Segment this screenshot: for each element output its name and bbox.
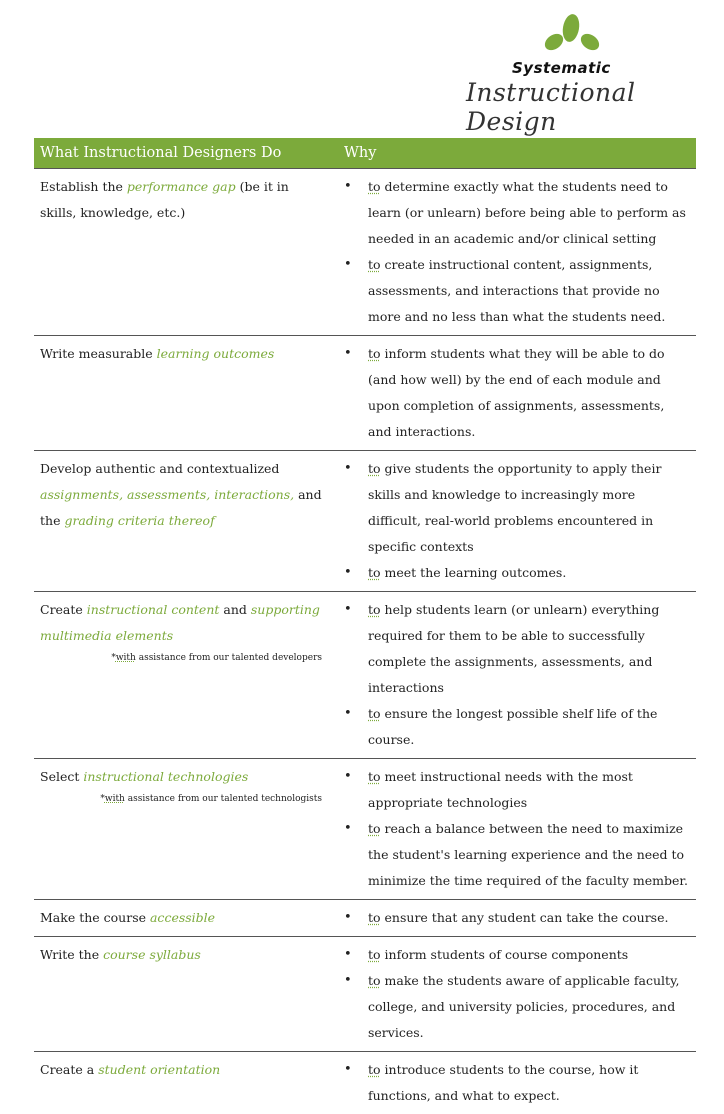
reason-item — [344, 942, 690, 968]
task-highlight: student orientation — [98, 1062, 220, 1077]
task-text: Make the course — [40, 910, 150, 925]
reason-lead: to — [368, 1062, 381, 1077]
task-cell — [34, 900, 334, 937]
table-body — [34, 169, 696, 1114]
reason-text: create instructional content, assignments, assessments, and interactions that provide no more and no less than what the students need. — [368, 257, 665, 324]
task-cell — [34, 336, 334, 451]
reason-text: inform students what they will be able to do (and how well) by the end of each module and upon completion of assignments, assessments, and interactions. — [368, 346, 665, 439]
reason-item — [344, 701, 690, 753]
task-cell — [34, 1052, 334, 1114]
reason-lead: to — [368, 257, 381, 272]
task-cell — [34, 451, 334, 592]
table-row — [34, 759, 696, 900]
reason-lead: to — [368, 706, 381, 721]
reason-item — [344, 1057, 690, 1109]
reason-list — [344, 905, 690, 931]
reason-lead: to — [368, 973, 381, 988]
reason-cell — [334, 336, 696, 451]
reason-lead: to — [368, 565, 381, 580]
reason-text: introduce students to the course, how it functions, and what to expect. — [368, 1062, 638, 1103]
reason-cell — [334, 169, 696, 336]
task-text: Select — [40, 769, 83, 784]
assistance-note: *with assistance from our talented technologists — [40, 792, 326, 806]
reason-text: ensure that any student can take the course. — [381, 910, 669, 925]
table-row — [34, 937, 696, 1052]
reason-item — [344, 252, 690, 330]
task-cell — [34, 937, 334, 1052]
task-cell — [34, 169, 334, 336]
reason-list — [344, 174, 690, 330]
reason-text: determine exactly what the students need to learn (or unlearn) before being able to perform as needed in an academic and/or clinical setting — [368, 179, 686, 246]
reason-cell — [334, 900, 696, 937]
reason-lead: to — [368, 179, 381, 194]
reason-text: make the students aware of applicable faculty, college, and university policies, procedures, and services. — [368, 973, 679, 1040]
task-highlight: course syllabus — [103, 947, 201, 962]
logo-subtitle: Instructional Design — [466, 78, 710, 136]
task-highlight: performance gap — [127, 179, 236, 194]
reason-cell — [334, 937, 696, 1052]
table-row — [34, 336, 696, 451]
reason-list — [344, 1057, 690, 1109]
reason-list — [344, 341, 690, 445]
task-text: Create a — [40, 1062, 98, 1077]
task-highlight: instructional technologies — [83, 769, 248, 784]
table-row — [34, 900, 696, 937]
reason-text: inform students of course components — [381, 947, 629, 962]
note-lead: with — [116, 653, 136, 663]
task-highlight: instructional content — [87, 602, 220, 617]
leaves-icon — [538, 10, 608, 58]
task-highlight: accessible — [150, 910, 215, 925]
reason-lead: to — [368, 461, 381, 476]
reason-list — [344, 764, 690, 894]
reason-item — [344, 905, 690, 931]
task-text: Develop authentic and contextualized — [40, 461, 279, 476]
note-text: assistance from our talented technologists — [125, 794, 322, 804]
task-text: Write measurable — [40, 346, 157, 361]
reason-cell — [334, 451, 696, 592]
table-row — [34, 592, 696, 759]
reason-item — [344, 968, 690, 1046]
reason-list — [344, 456, 690, 586]
reason-item — [344, 560, 690, 586]
reason-item — [344, 597, 690, 701]
reason-lead: to — [368, 821, 381, 836]
note-text: assistance from our talented developers — [136, 653, 322, 663]
table-header-row — [34, 138, 696, 169]
reason-lead: to — [368, 910, 381, 925]
reason-cell — [334, 759, 696, 900]
note-lead: with — [105, 794, 125, 804]
reason-lead: to — [368, 346, 381, 361]
reason-item — [344, 341, 690, 445]
reason-text: help students learn (or unlearn) everything required for them to be able to successfully complete the assignments, assessments, and interactions — [368, 602, 659, 695]
task-highlight: supporting multimedia elements — [40, 602, 320, 643]
reason-lead: to — [368, 602, 381, 617]
reason-cell — [334, 1052, 696, 1114]
reason-text: reach a balance between the need to maximize the student's learning experience and the need to minimize the time required of the faculty member. — [368, 821, 688, 888]
assistance-note: *with assistance from our talented developers — [40, 651, 326, 665]
logo — [460, 6, 710, 124]
column-header-what: What Instructional Designers Do — [34, 138, 334, 169]
reason-lead: to — [368, 947, 381, 962]
task-text: Write the — [40, 947, 103, 962]
reason-text: meet instructional needs with the most appropriate technologies — [368, 769, 633, 810]
logo-title: Systematic — [512, 59, 611, 77]
reason-text: give students the opportunity to apply their skills and knowledge to increasingly more difficult, real-world problems encountered in specific contexts — [368, 461, 661, 554]
reason-text: ensure the longest possible shelf life of the course. — [368, 706, 657, 747]
reason-text: meet the learning outcomes. — [381, 565, 567, 580]
reason-item — [344, 174, 690, 252]
task-text: and — [219, 602, 250, 617]
task-cell — [34, 592, 334, 759]
reason-item — [344, 764, 690, 816]
task-highlight: grading criteria thereof — [64, 513, 214, 528]
task-cell — [34, 759, 334, 900]
table-row — [34, 169, 696, 336]
task-text: Create — [40, 602, 87, 617]
table-row — [34, 451, 696, 592]
reason-item — [344, 456, 690, 560]
reason-lead: to — [368, 769, 381, 784]
task-text: and the — [40, 487, 322, 528]
task-highlight: learning outcomes — [157, 346, 275, 361]
table-row — [34, 1052, 696, 1114]
column-header-why: Why — [334, 138, 696, 169]
reason-list — [344, 942, 690, 1046]
designer-tasks-table — [34, 138, 696, 1114]
reason-cell — [334, 592, 696, 759]
task-text: (be it in skills, knowledge, etc.) — [40, 179, 289, 220]
reason-item — [344, 816, 690, 894]
reason-list — [344, 597, 690, 753]
task-text: Establish the — [40, 179, 127, 194]
task-highlight: assignments, assessments, interactions, — [40, 487, 294, 502]
